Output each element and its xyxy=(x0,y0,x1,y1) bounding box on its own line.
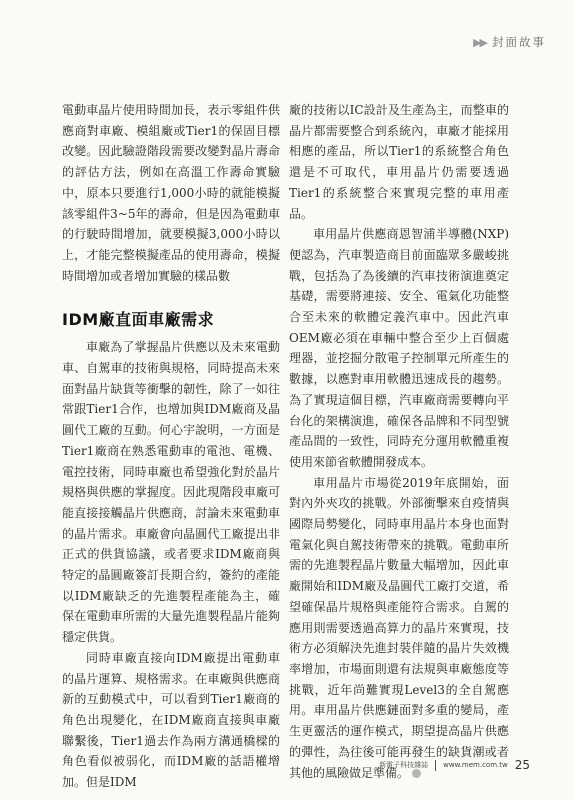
page-footer xyxy=(379,758,530,772)
page-number: 25 xyxy=(514,758,530,772)
section-heading: IDM廠直面車廠需求 xyxy=(62,310,215,330)
right-column xyxy=(289,100,509,783)
body-paragraph-text: 車用晶片市場從2019年底開始，面對內外夾攻的挑戰。外部衝擊來自疫情與國際局勢變化，同時車用晶片本身也面對電氣化與自駕技術帶來的挑戰。電動車所需的先進製程晶片數量大幅增加，因此車廠開始和IDM廠及晶圓代工廠打交道，希望確保晶片規格與產能符合需求。自駕的應用則需要透過高算力的晶片來實現，技術方必須解決先進封裝伴隨的晶片失效機率增加，市場面則還有法規與車廠態度等挑戰，近年尚難實現Level3的全自駕應用。車用晶片供應鏈面對多重的變局，產生更靈活的運作模式，期望提高晶片供應的彈性，為往後可能再發生的缺貨潮或者其他的風險做足準備。 xyxy=(289,475,509,780)
body-paragraph: 廠的技術以IC設計及生產為主，而整車的晶片都需要整合到系統內，車廠才能採用相應的產品，所以Tier1的系統整合角色還是不可取代，車用晶片仍需要透過Tier1的系統整合來實現完整的車用產品。 xyxy=(289,103,509,221)
double-arrow-icon: ▶▶ xyxy=(473,35,486,49)
section-header xyxy=(473,34,546,50)
body-paragraph: 同時車廠直接向IDM廠提出電動車的晶片運算、規格需求。在車廠與供應商新的互動模式中，可以看到Tier1廠商的角色出現變化，在IDM廠商直接與車廠聯繫後，Tier1過去作為兩方溝通橋樑的角色看似被弱化，而IDM廠的話語權增加。但是IDM xyxy=(62,650,280,790)
magazine-url: www.mem.com.tw xyxy=(443,761,508,769)
body-paragraph: 電動車晶片使用時間加長，表示零組件供應商對車廠、模組廠或Tier1的保固目標改變。因此驗證階段需要改變對晶片壽命的評估方法，例如在高溫工作壽命實驗中，原本只要進行1,000小時的就能模擬該零組件3~5年的壽命，但是因為電動車的行駛時間增加，就要模擬3,000小時以上，才能完整模擬產品的使用壽命，模擬時間增加或者增加實驗的樣品數 xyxy=(62,103,280,283)
section-tag: 封面故事 xyxy=(492,35,546,49)
left-column xyxy=(62,100,280,793)
body-paragraph: 車用晶片供應商恩智浦半導體(NXP)便認為，汽車製造商目前面臨眾多嚴峻挑戰，包括為了為後續的汽車技術演進奠定基礎，需要將連接、安全、電氣化功能整合至未來的軟體定義汽車中。因此汽車OEM廠必須在車輛中整合至少上百個處理器，並挖掘分散電子控制單元所產生的數據，以應對車用軟體迅速成長的趨勢。為了實現這個目標，汽車廠商需要轉向平台化的架構演進，確保各品牌和不同型號產品間的一致性，同時充分運用軟體重複使用來節省軟體開發成本。 xyxy=(289,227,509,469)
footer-divider xyxy=(435,760,436,771)
body-paragraph xyxy=(289,473,509,784)
magazine-name: 新電子科技雜誌 xyxy=(379,761,429,769)
body-paragraph: 車廠為了掌握晶片供應以及未來電動車、自駕車的技術與規格，同時提高未來面對晶片缺貨等衝擊的韌性，除了一如往常跟Tier1合作，也增加與IDM廠商及晶圓代工廠的互動。何心宇說明，一方面是Tier1廠商在熟悉電動車的電池、電機、電控技術，同時車廠也希望強化對於晶片規格與供應的掌握度。因此現階段車廠可能直接接觸晶片供應商，討論未來電動車的晶片需求。車廠會向晶圓代工廠提出非正式的供貨協議，或者要求IDM廠商與特定的晶圓廠簽訂長期合約，簽約的產能以IDM廠缺乏的先進製程產能為主，確保在電動車所需的大量先進製程晶片能夠穩定供貨。 xyxy=(62,340,280,645)
